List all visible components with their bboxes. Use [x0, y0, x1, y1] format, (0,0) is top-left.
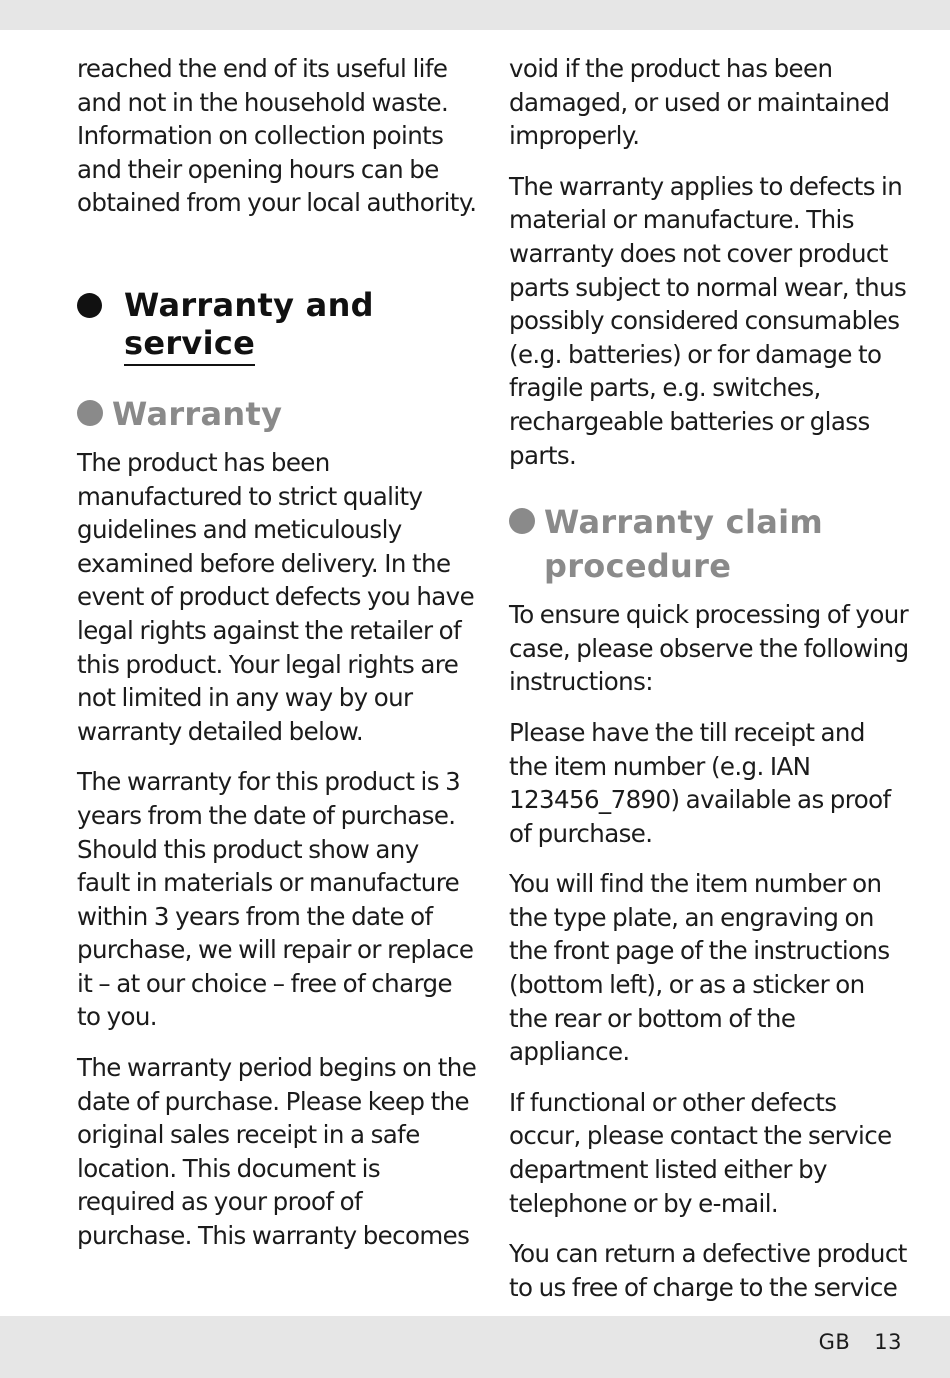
paragraph: The warranty for this product is 3 years from the date of purchase. Should this product show any fault in materials or manufacture within 3 years from the date of purchase, we will repair or replace it – at our choice – free of charge to you.: [77, 767, 474, 1032]
footer-band: [0, 1316, 950, 1378]
paragraph: The warranty period begins on the date of purchase. Please keep the original sales receipt in a safe location. This document is required as your proof of purchase. This warranty becomes: [77, 1053, 477, 1251]
bullet-icon: [509, 508, 535, 534]
paragraph: To ensure quick processing of your case, please observe the following instructions:: [509, 600, 909, 697]
page-footer: [819, 1328, 902, 1356]
paragraph: You can return a defective product to us free of charge to the service: [509, 1239, 907, 1302]
subheading-title: Warranty: [112, 394, 283, 433]
bullet-icon: [77, 400, 103, 426]
bullet-icon: [77, 293, 102, 318]
language-code: GB: [818, 1330, 851, 1354]
subheading-line2: procedure: [544, 547, 732, 586]
subheading-warranty: [77, 392, 477, 436]
section-heading-warranty-and-service: [77, 286, 477, 366]
right-column: [509, 52, 909, 1321]
section-title-line2: service: [124, 324, 255, 366]
subheading-line1: Warranty claim: [544, 503, 824, 542]
paragraph: void if the product has been damaged, or used or maintained improperly.: [509, 54, 890, 151]
subheading-warranty-claim-procedure: [509, 500, 909, 588]
intro-paragraph: reached the end of its useful life and not in the household waste. Information on collection points and their opening hours can be obtained from your local authority.: [77, 54, 477, 218]
paragraph: You will find the item number on the type plate, an engraving on the front page of the instructions (bottom left), or as a sticker on the rear or bottom of the appliance.: [509, 869, 890, 1067]
paragraph: If functional or other defects occur, please contact the service department listed either by telephone or by e-mail.: [509, 1087, 892, 1218]
section-title: [124, 286, 374, 366]
left-column: [77, 52, 477, 1270]
section-title-line1: Warranty and: [124, 285, 374, 324]
top-margin-band: [0, 0, 950, 30]
paragraph: The warranty applies to defects in material or manufacture. This warranty does not cover product parts subject to normal wear, thus possibly considered consumables (e.g. batteries) or for damage to fragile parts, e.g. switches, rechargeable batteries or glass parts.: [509, 171, 907, 470]
page-number: 13: [874, 1330, 902, 1354]
paragraph: Please have the till receipt and the item number (e.g. IAN 123456_7890) available as proof of purchase.: [509, 717, 891, 848]
subheading-title: [544, 500, 823, 588]
paragraph: The product has been manufactured to strict quality guidelines and meticulously examined before delivery. In the event of product defects you have legal rights against the retailer of this product. Your legal rights are not limited in any way by our warranty detailed below.: [77, 447, 475, 746]
